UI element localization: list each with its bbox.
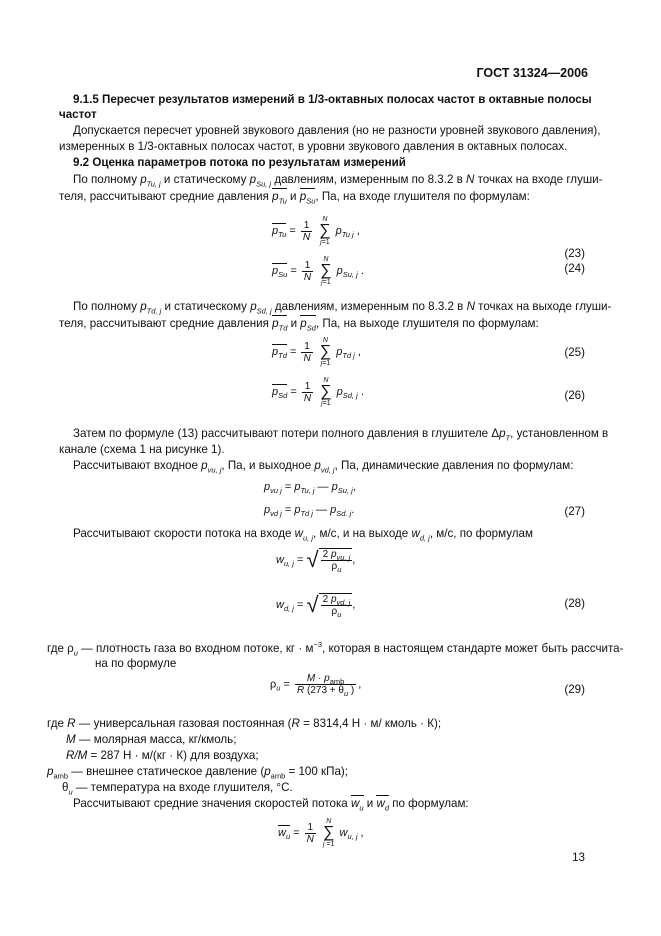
paragraph-inlet-line1: По полному $p_{Tu, j}$ и статическому $p_{Su, j}$ давлениям, измеренным по 8.3.2 в N точках на входе глуши- — [73, 173, 603, 189]
formula-28b: $w_{d, j}$ = √ $\frac{2 p_{vd, j}}{\rho_u}$ , — [276, 592, 356, 619]
where-rho-line1: где $\rho_u$ — плотность газа во входном потоке, кг · $м^{-3}$, которая в настоящем стандарте может быть рассчита- — [47, 640, 624, 658]
equation-number-23: (23) — [564, 247, 585, 260]
paragraph-loss-line2: канале (схема 1 на рисунке 1). — [59, 443, 225, 456]
where-theta: $\theta_u$ — температура на входе глушителя, °С. — [62, 781, 293, 797]
where-p-amb: $p_{amb}$ — внешнее статическое давление ($p_{amb} = 100$ кПа); — [47, 765, 348, 781]
formula-26: $p_{Sd}$ = $\frac{1}{N}$ N ∑ j=1 $p_{Sd, j}$ . — [272, 377, 364, 407]
paragraph-velocity: Рассчитывают скорости потока на входе $w_{u, j}$, м/с, и на выходе $w_{d, j}$, м/с, по формулам — [73, 527, 533, 543]
paragraph-mean-velocity: Рассчитывают средние значения скоростей потока $w_u$ и $w_d$ по формулам: — [73, 797, 469, 813]
section-915-title-line2: частот — [59, 108, 97, 121]
formula-24: $p_{Su}$ = $\frac{1}{N}$ N ∑ j=1 $p_{Su, j}$ . — [272, 256, 364, 286]
formula-23: $p_{Tu}$ = $\frac{1}{N}$ N ∑ j=1 $p_{Tu j}$ , — [272, 216, 360, 246]
equation-number-29: (29) — [564, 683, 585, 696]
formula-27a: $p_{vu j} = p_{Tu, j}$ — $p_{Su, j}$, — [264, 481, 356, 496]
paragraph-loss-line1: Затем по формуле (13) рассчитывают потери полного давления в глушителе $\Delta p_T$, установленном в — [73, 427, 609, 443]
formula-27b: $p_{vd j} = p_{Td j}$ — $p_{Sd. j}$. — [264, 504, 355, 519]
formula-28a: $w_{u, j}$ = √ $\frac{2 p_{vu, j}}{\rho_u}$ , — [276, 547, 356, 574]
section-92-title: 9.2 Оценка параметров потока по результатам измерений — [73, 156, 406, 169]
equation-number-25: (25) — [564, 346, 585, 359]
equation-number-24: (24) — [564, 262, 585, 275]
paragraph-inlet-line2: теля, рассчитывают средние давления $p_{Tu}$ и $p_{Su}$, Па, на входе глушителя по формулам: — [59, 190, 530, 206]
standard-number: ГОСТ 31324—2006 — [476, 66, 588, 80]
page-number: 13 — [572, 851, 585, 864]
section-915-title-line1: 9.1.5 Пересчет результатов измерений в 1/3-октавных полосах частот в октавные полосы — [73, 93, 592, 106]
formula-25: $p_{Td}$ = $\frac{1}{N}$ N ∑ j=1 $p_{Td j}$ , — [272, 337, 361, 367]
where-R-over-M: R/M = 287 Н · м/(кг · К) для воздуха; — [66, 749, 259, 762]
paragraph-dynamic: Рассчитывают входное $p_{vu, j}$, Па, и выходное $p_{vd, j}$, Па, динамические давления по формулам: — [73, 459, 574, 475]
paragraph-outlet-line2: теля, рассчитывают средние давления $p_{Td}$ и $p_{Sd}$, Па, на выходе глушителя по формулам: — [59, 317, 539, 333]
formula-mean-velocity: $w_u$ = $\frac{1}{N}$ N ∑ j =1 $w_{u, j}$ , — [278, 818, 364, 848]
formula-29: $\rho_u$ = $\frac{M \cdot p_{amb}}{R (273 + \theta_u )}$ , — [270, 673, 362, 698]
where-rho-line2: на по формуле — [95, 657, 177, 670]
paragraph-outlet-line1: По полному $p_{Td, j}$ и статическому $p_{Sd, j}$ давлениям, измеренным по 8.3.2 в N точках на выходе глуши- — [73, 300, 612, 316]
equation-number-27: (27) — [564, 505, 585, 518]
section-915-text-line2: измеренных в 1/3-октавных полосах частот, в уровни звукового давления в октавных полосах. — [59, 140, 568, 153]
where-M: M — молярная масса, кг/кмоль; — [66, 733, 237, 746]
equation-number-26: (26) — [564, 389, 585, 402]
where-R: где R — универсальная газовая постоянная (R = 8314,4 Н · м/ кмоль · К); — [47, 717, 442, 730]
section-915-text-line1: Допускается пересчет уровней звукового давления (но не разности уровней звукового давления), — [73, 124, 601, 137]
equation-number-28: (28) — [564, 597, 585, 610]
